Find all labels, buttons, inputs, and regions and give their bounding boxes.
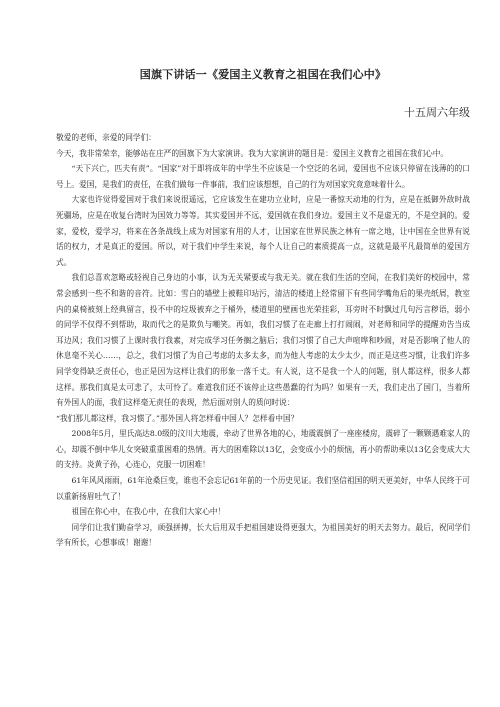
document-body [56,130,470,551]
body-paragraph: 祖国在你心中，在我心中，在我们大家心中！ [71,507,226,517]
body-paragraph: 大家也许觉得爱国对于我们来说很遥远，它应该发生在建功立业时，应是一番惊天动地的行为，应是在抵御外敌时战死疆场，应是在收复台湾时为国效力等等。其实爱国并不远，爱国就在我们身边。爱国主义不是虚无的，不是空洞的。爱家，爱校，爱学习，将来在各条战线上成为对国家有用的人才，让国家在世界民族之林有一席之地，让中国在全世界有说话的权力，才是真正的爱国。所以，对于我们中学生来说，每个人让自己的素质提高一点，这就是最平凡最简单的爱国方式。 [56,195,470,267]
body-paragraph: “天下兴亡，匹夫有责”。“国家”对于即将成年的中学生不应该是一个空泛的名词，爱国也不应该只停留在浅薄的的口号上。爱国，是我们的责任，在我们做每一件事前，我们应该想想，自己的行为对国家究竟意味着什么。 [56,164,470,189]
body-paragraph: 今天，我非常荣幸，能够站在庄严的国旗下为大家演讲。我为大家演讲的题目是：爱国主义教育之祖国在我们心中。 [56,148,449,158]
body-paragraph: 2008年5月，里氏高达8.0级的汶川大地震，牵动了世界各地的心，地震震倒了一座座楼房，震碎了一颗颗遇难家人的心，却震不倒中华儿女突破重重困难的热情。再大的困难除以13亿，会变成小小的烦恼，再小的帮助乘以13亿会变成大大的支持。炎黄子孙，心连心，克服一切困难！ [56,429,470,470]
body-paragraph: “我们那儿都这样，我习惯了。”那外国人将怎样看中国人？怎样看中国？ [56,413,299,423]
document-author: 十五周六年级 [404,106,470,119]
document-title: 国旗下讲话一《爱国主义教育之祖国在我们心中》 [139,68,387,81]
body-paragraph: 我们总喜欢忽略或轻视自己身边的小事，认为无关紧要或与我无关。就在我们生活的空间，在我们美好的校园中，常常会感到一些不和谐的音符。比如：雪白的墙壁上被鞋印玷污，清洁的楼道上经常留下有些同学嘴角后的果壳纸屑，教室内的桌椅被刻上经典留言，投不中的垃圾被弃之于桶外，楼道里的壁画也光荣挂彩，耳旁时不时飘过几句污言秽语，弱小的同学不仅得不到帮助，取而代之的是欺负与嘲笑。再如，我们习惯了在走廊上打打闹闹，对老师和同学的提醒劝告当成耳边风；我们习惯了上课时我行我素，对完成学习任务搁之脑后；我们习惯了自己大声喧哗和吵闹，对是否影响了他人的休息毫不关心……，总之，我们习惯了为自己考虑的太多太多，而为他人考虑的太少太少，而正是这些习惯，让我们许多同学变得缺乏责任心，也正是因为这样让我们的形象一落千丈。有人说，这不是我一个人的问题，别人都这样，很多人都这样。那我们真是太可悲了，太可怜了。难道我们还不该停止这些愚蠢的行为吗？如果有一天，我们走出了国门，当着所有外国人的面，我们这样毫无责任的表现，然后面对别人的质问时说： [56,273,470,408]
body-paragraph: 同学们让我们勤奋学习，顽强拼搏，长大后用双手把祖国建设得更强大，为祖国美好的明天去努力。最后，祝同学们学有所长，心想事成！谢谢！ [56,522,470,548]
body-paragraph: 61年风风雨雨，61年沧桑巨变，谁也不会忘记61年前的一个历史见证。我们坚信祖国的明天更美好，中华人民终于可以重新扬眉吐气了！ [56,476,470,501]
body-paragraph: 敬爱的老师，亲爱的同学们： [56,133,156,142]
